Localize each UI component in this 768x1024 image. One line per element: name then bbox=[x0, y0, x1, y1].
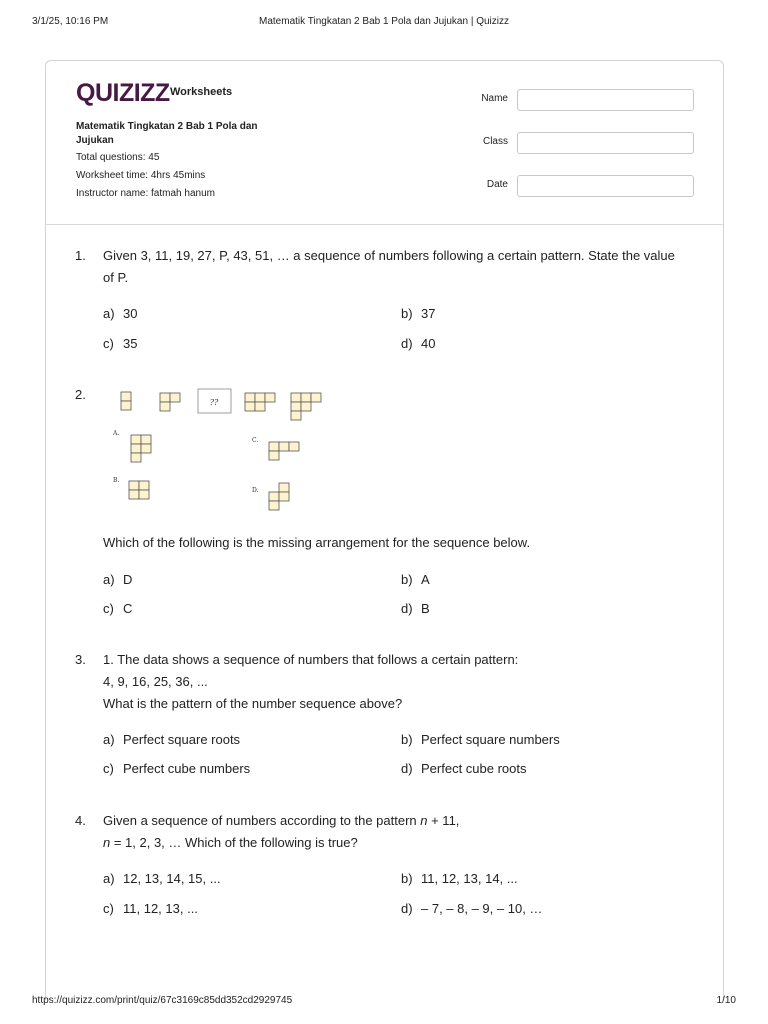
date-field[interactable] bbox=[517, 175, 694, 197]
option-text: B bbox=[421, 601, 430, 616]
question-text-line bbox=[103, 810, 693, 832]
option-c[interactable] bbox=[103, 335, 137, 353]
question-2-text bbox=[103, 532, 703, 554]
variable-n: n bbox=[103, 835, 111, 850]
option-c[interactable] bbox=[103, 760, 250, 778]
option-d[interactable] bbox=[401, 760, 527, 778]
date-label: Date bbox=[486, 179, 508, 190]
option-text: 11, 12, 13, ... bbox=[123, 901, 198, 916]
choice-b-shape bbox=[129, 481, 149, 499]
option-b[interactable] bbox=[401, 731, 560, 749]
question-number: 2. bbox=[75, 387, 86, 402]
option-text: Perfect cube roots bbox=[421, 761, 527, 776]
option-text: C bbox=[123, 601, 133, 616]
option-a[interactable] bbox=[103, 571, 132, 589]
option-text: Perfect square roots bbox=[123, 732, 241, 747]
print-header bbox=[32, 16, 736, 30]
option-letter: b) bbox=[401, 732, 413, 747]
option-c[interactable] bbox=[103, 900, 198, 918]
option-letter: b) bbox=[401, 871, 413, 886]
option-text: Perfect cube numbers bbox=[123, 761, 251, 776]
print-page-title: Matematik Tingkatan 2 Bab 1 Pola dan Jujukan | Quizizz bbox=[259, 16, 509, 27]
question-text-line: Given 3, 11, 19, 27, P, 43, 51, … a sequence of numbers following a certain pattern. State the value bbox=[103, 248, 675, 263]
question-1 bbox=[75, 245, 695, 289]
question-text bbox=[103, 810, 693, 854]
choice-label-a: A. bbox=[113, 430, 120, 437]
question-4 bbox=[75, 810, 695, 854]
question-number: 3. bbox=[75, 652, 86, 667]
question-number: 1. bbox=[75, 248, 86, 263]
option-text: 40 bbox=[421, 336, 436, 351]
option-letter: d) bbox=[401, 901, 413, 916]
text-segment: Given a sequence of numbers according to the pattern bbox=[103, 813, 421, 828]
print-footer bbox=[32, 995, 736, 1009]
option-text: – 7, – 8, – 9, – 10, … bbox=[421, 901, 543, 916]
option-a[interactable] bbox=[103, 305, 137, 323]
pattern-figure bbox=[103, 385, 335, 515]
total-questions: Total questions: 45 bbox=[76, 152, 160, 163]
option-letter: b) bbox=[401, 306, 413, 321]
question-number: 4. bbox=[75, 813, 86, 828]
question-text-line: Which of the following is the missing arrangement for the sequence below. bbox=[103, 535, 531, 550]
option-letter: a) bbox=[103, 306, 115, 321]
option-letter: a) bbox=[103, 871, 115, 886]
option-d[interactable] bbox=[401, 335, 435, 353]
question-3 bbox=[75, 649, 695, 715]
question-text bbox=[103, 245, 693, 289]
option-text: 12, 13, 14, 15, ... bbox=[123, 871, 221, 886]
option-letter: c) bbox=[103, 601, 114, 616]
option-letter: d) bbox=[401, 336, 413, 351]
worksheet-card bbox=[45, 60, 724, 1000]
name-label: Name bbox=[481, 93, 508, 104]
option-c[interactable] bbox=[103, 600, 132, 618]
question-text-line: 4, 9, 16, 25, 36, ... bbox=[103, 674, 208, 689]
option-b[interactable] bbox=[401, 571, 430, 589]
page-number: 1/10 bbox=[716, 995, 736, 1006]
option-b[interactable] bbox=[401, 870, 518, 888]
option-letter: a) bbox=[103, 732, 115, 747]
sequence-term-1 bbox=[121, 392, 131, 410]
option-d[interactable] bbox=[401, 600, 430, 618]
option-letter: d) bbox=[401, 761, 413, 776]
question-text-line: What is the pattern of the number sequence above? bbox=[103, 696, 403, 711]
choice-label-d: D. bbox=[252, 487, 259, 494]
variable-n: n bbox=[420, 813, 428, 828]
option-a[interactable] bbox=[103, 731, 240, 749]
question-text-line bbox=[103, 832, 693, 854]
option-letter: c) bbox=[103, 901, 114, 916]
choice-label-b: B. bbox=[113, 477, 120, 484]
worksheet-header bbox=[46, 61, 723, 225]
option-a[interactable] bbox=[103, 870, 221, 888]
print-url: https://quizizz.com/print/quiz/67c3169c85dd352cd2929745 bbox=[32, 995, 293, 1006]
option-text: 30 bbox=[123, 306, 138, 321]
question-text bbox=[103, 649, 693, 715]
option-text: A bbox=[421, 572, 430, 587]
instructor-name: Instructor name: fatmah hanum bbox=[76, 188, 215, 199]
class-field[interactable] bbox=[517, 132, 694, 154]
option-text: 35 bbox=[123, 336, 138, 351]
text-segment: + 11, bbox=[427, 813, 460, 828]
option-text: D bbox=[123, 572, 133, 587]
choice-label-c: C. bbox=[252, 437, 259, 444]
option-letter: d) bbox=[401, 601, 413, 616]
question-text-line: of P. bbox=[103, 270, 129, 285]
option-d[interactable] bbox=[401, 900, 542, 918]
name-field[interactable] bbox=[517, 89, 694, 111]
option-letter: a) bbox=[103, 572, 115, 587]
option-letter: c) bbox=[103, 336, 114, 351]
option-text: Perfect square numbers bbox=[421, 732, 560, 747]
option-text: 37 bbox=[421, 306, 436, 321]
option-b[interactable] bbox=[401, 305, 435, 323]
option-text: 11, 12, 13, 14, ... bbox=[421, 871, 518, 886]
option-letter: c) bbox=[103, 761, 114, 776]
missing-term-label: ?? bbox=[209, 398, 219, 407]
worksheet-title: Matematik Tingkatan 2 Bab 1 Pola dan Jujukan bbox=[76, 121, 258, 146]
logo-wordmark: QUIZIZZ bbox=[76, 79, 170, 107]
class-label: Class bbox=[482, 136, 508, 147]
worksheet-time: Worksheet time: 4hrs 45mins bbox=[76, 170, 206, 181]
print-datetime: 3/1/25, 10:16 PM bbox=[32, 16, 109, 27]
option-letter: b) bbox=[401, 572, 413, 587]
text-segment: = 1, 2, 3, … Which of the following is true? bbox=[110, 835, 358, 850]
logo-subtitle: Worksheets bbox=[170, 86, 233, 98]
question-text-line: 1. The data shows a sequence of numbers that follows a certain pattern: bbox=[103, 652, 519, 667]
